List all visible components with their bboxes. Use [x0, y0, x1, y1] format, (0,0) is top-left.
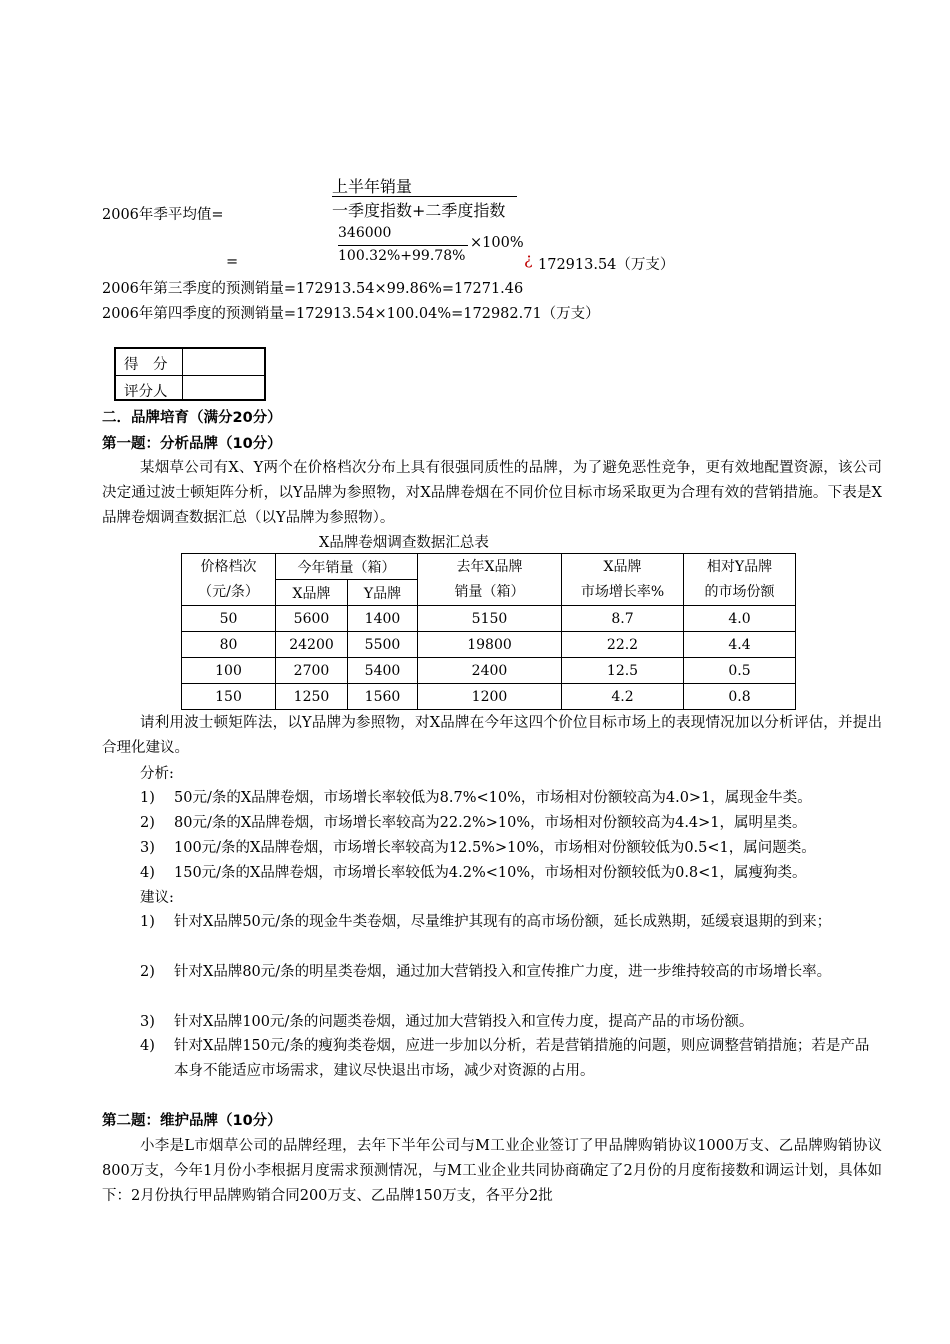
survey-data-table — [181, 553, 796, 710]
score-box-divider-h — [116, 375, 264, 376]
fraction-line-2 — [338, 245, 468, 246]
formula-denominator-value: 100.32%+99.78% — [338, 248, 466, 264]
fraction-line — [332, 196, 517, 197]
formula-result: 172913.54（万支） — [538, 257, 675, 273]
header-share: 相对Y品牌 的市场份额 — [684, 554, 796, 606]
formula-numerator: 上半年销量 — [332, 177, 413, 196]
formula-equals: = — [226, 254, 239, 270]
formula-times: ×100% — [470, 235, 524, 251]
table-row: 100 2700 5400 2400 12.5 0.5 — [182, 658, 796, 684]
header-last-year: 去年X品牌 销量（箱） — [418, 554, 562, 606]
advice-label: 建议: — [140, 890, 174, 906]
q3-forecast-line: 2006年第三季度的预测销量=172913.54×99.86%=17271.46 — [102, 281, 524, 297]
q2-title: 第二题：维护品牌（10分） — [102, 1113, 282, 1129]
q2-intro: 小李是L市烟草公司的品牌经理，去年下半年公司与M工业企业签订了甲品牌购销协议1000万支、乙品牌购销协议800万支，今年1月份小李根据月度需求预测情况，与M工业企业共同协商确定了2月份的月度衔接数和调运计划，具体如下：2月份执行甲品牌购销合同200万支、乙品牌150万支，各平分2批 — [102, 1138, 882, 1204]
header-x-brand: X品牌 — [276, 580, 348, 606]
table-row: 150 1250 1560 1200 4.2 0.8 — [182, 684, 796, 710]
table-row: 80 24200 5500 19800 22.2 4.4 — [182, 632, 796, 658]
table-row: 50 5600 1400 5150 8.7 4.0 — [182, 606, 796, 632]
formula-label: 2006年季平均值= — [102, 207, 224, 223]
section-title: 二．品牌培育（满分20分） — [102, 410, 282, 426]
header-price: 价格档次 （元/条） — [182, 554, 276, 606]
table-caption: X品牌卷烟调查数据汇总表 — [319, 535, 489, 551]
header-growth: X品牌 市场增长率% — [562, 554, 684, 606]
score-label: 得 分 — [124, 357, 168, 373]
score-box-divider-v — [182, 349, 183, 399]
approx-symbol: ¿ — [524, 249, 533, 268]
header-y-brand: Y品牌 — [348, 580, 418, 606]
formula-block — [102, 170, 702, 275]
q1-intro: 某烟草公司有X、Y两个在价格档次分布上具有很强同质性的品牌，为了避免恶性竞争，更有效地配置资源，该公司决定通过波士顿矩阵分析，以Y品牌为参照物，对X品牌卷烟在不同价位目标市场采取更为合理有效的营销措施。下表是X品牌卷烟调查数据汇总（以Y品牌为参照物）。 — [102, 460, 882, 526]
formula-numerator-value: 346000 — [338, 225, 392, 241]
q1-request: 请利用波士顿矩阵法，以Y品牌为参照物，对X品牌在今年这四个价位目标市场上的表现情况加以分析评估，并提出合理化建议。 — [102, 715, 882, 756]
score-box — [114, 347, 266, 401]
header-sales: 今年销量（箱） — [276, 554, 418, 580]
analysis-label: 分析: — [140, 766, 174, 782]
grader-label: 评分人 — [124, 384, 168, 400]
q1-title: 第一题：分析品牌（10分） — [102, 436, 282, 452]
formula-denominator: 一季度指数+二季度指数 — [332, 201, 506, 220]
q4-forecast-line: 2006年第四季度的预测销量=172913.54×100.04%=172982.71（万支） — [102, 306, 600, 322]
